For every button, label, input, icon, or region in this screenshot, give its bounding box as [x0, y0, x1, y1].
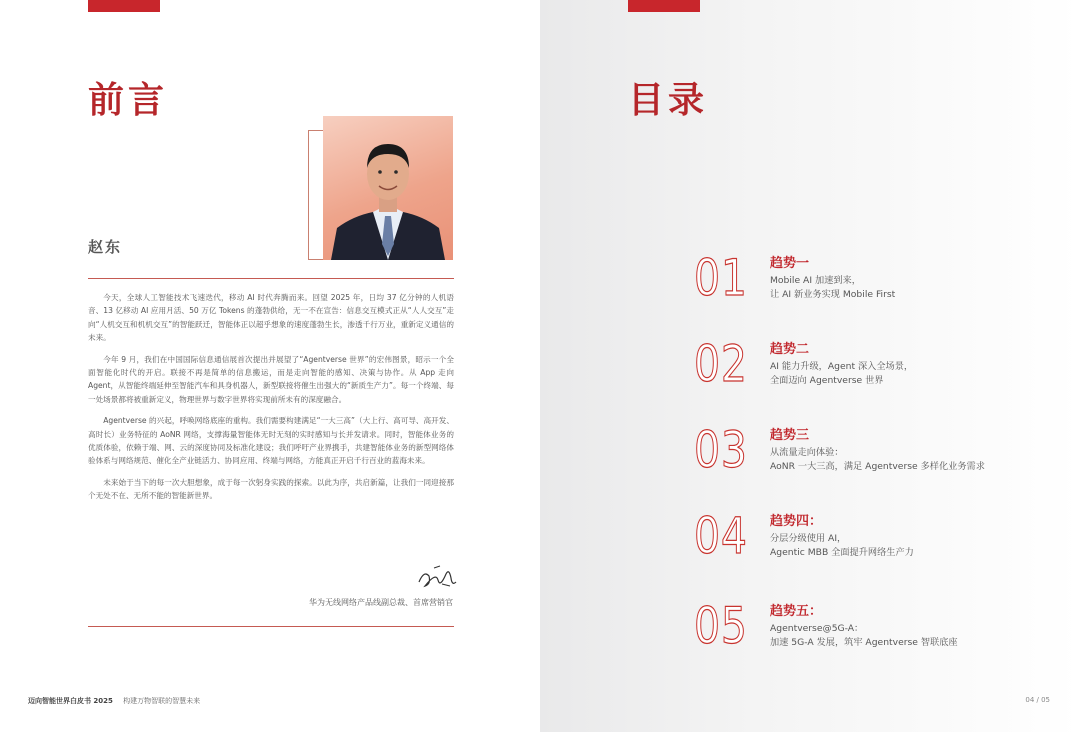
toc-heading: 趋势一 [770, 256, 810, 271]
toc-description [770, 360, 913, 388]
preface-paragraph: 今天，全球人工智能技术飞速迭代，移动 AI 时代奔腾而来。回望 2025 年，日均 37 亿分钟的人机语音、13 亿移动 AI 应用月活、50 万亿 Tokens 的蓬勃供给，无一不在宣告：信息交互模式正从“人人交互”走向“人机交互和机机交互”的智能跃迁，智能体正以超乎想象的速度蓬勃生长，渗透千行万业，重新定义通信的未来。 [88, 293, 454, 343]
section-tab [628, 0, 700, 12]
author-portrait [323, 116, 453, 260]
toc-heading: 趋势五： [770, 604, 823, 619]
toc-number: 05 [694, 597, 748, 655]
handwritten-signature [416, 562, 458, 592]
book-title: 迈向智能世界白皮书 2025 [28, 697, 113, 705]
toc-line: Mobile AI 加速到来， [770, 275, 861, 286]
divider-top [88, 278, 454, 279]
section-tab [88, 0, 160, 12]
toc-description [770, 622, 958, 650]
toc-line: AoNR 一大三高，满足 Agentverse 多样化业务需求 [770, 461, 985, 472]
toc-description [770, 446, 985, 474]
toc-number: 02 [694, 335, 748, 393]
divider-bottom [88, 626, 454, 627]
toc-description [770, 532, 914, 560]
preface-paragraph: 今年 9 月，我们在中国国际信息通信展首次提出并展望了“Agentverse 世界”的宏伟图景，昭示一个全面智能化时代的开启。联接不再是简单的信息搬运，而是走向智能的感知、决策与协作。从 App 走向 Agent，从智能终端延伸至智能汽车和具身机器人，新型联接将催生出强大的“新质生产力”。每一个终端、每一处场景都将被重新定义，物理世界与数字世界将实现前所未有的深度融合。 [88, 354, 454, 404]
page-number: 04 / 05 [1025, 696, 1050, 704]
toc-number: 03 [694, 421, 748, 479]
page-title: 前言 [88, 80, 169, 121]
preface-paragraph: 未来始于当下的每一次大胆想象，成于每一次躬身实践的探索。以此为序，共启新篇，让我们一同迎接那个无处不在、无所不能的智能新世界。 [88, 477, 454, 501]
author-name: 赵东 [88, 238, 123, 256]
footer-book-title [28, 696, 200, 706]
toc-heading: 趋势四： [770, 514, 823, 529]
toc-line: 加速 5G-A 发展，筑牢 Agentverse 智联底座 [770, 637, 958, 648]
toc-number: 04 [694, 507, 748, 565]
preface-paragraph: Agentverse 的兴起，呼唤网络底座的重构。我们需要构建满足“一大三高”（大上行、高可导、高开发、高时长）业务特征的 AoNR 网络，支撑海量智能体无时无刻的实时感知与长并发请求。同时，智能体业务的优质体验，依赖于端、网、云的深度协同及标准化建设；我们呼吁产业界携手，共建智能体业务的新型网络体验体系与网络规范、催化全产业链活力、协同应用、终端与网络，方能真正开启千行百业的蓝海未来。 [88, 416, 454, 466]
author-position: 华为无线网络产品线副总裁、首席营销官 [309, 598, 453, 607]
book-subtitle: 构建万物智联的智慧未来 [123, 697, 201, 705]
toc-line: 分层分级使用 AI， [770, 533, 847, 544]
toc-heading: 趋势三 [770, 428, 810, 443]
toc-line: Agentic MBB 全面提升网络生产力 [770, 547, 914, 558]
toc-line: 让 AI 新业务实现 Mobile First [770, 289, 896, 300]
toc-heading: 趋势二 [770, 342, 810, 357]
toc-number: 01 [694, 249, 748, 307]
toc-line: 全面迈向 Agentverse 世界 [770, 375, 884, 386]
toc-title: 目录 [628, 80, 709, 121]
preface-body [88, 291, 454, 511]
toc-line: AI 能力升级，Agent 深入全场景， [770, 361, 914, 372]
toc-line: Agentverse@5G-A： [770, 623, 864, 634]
toc-line: 从流量走向体验： [770, 447, 844, 458]
toc-description [770, 274, 895, 302]
